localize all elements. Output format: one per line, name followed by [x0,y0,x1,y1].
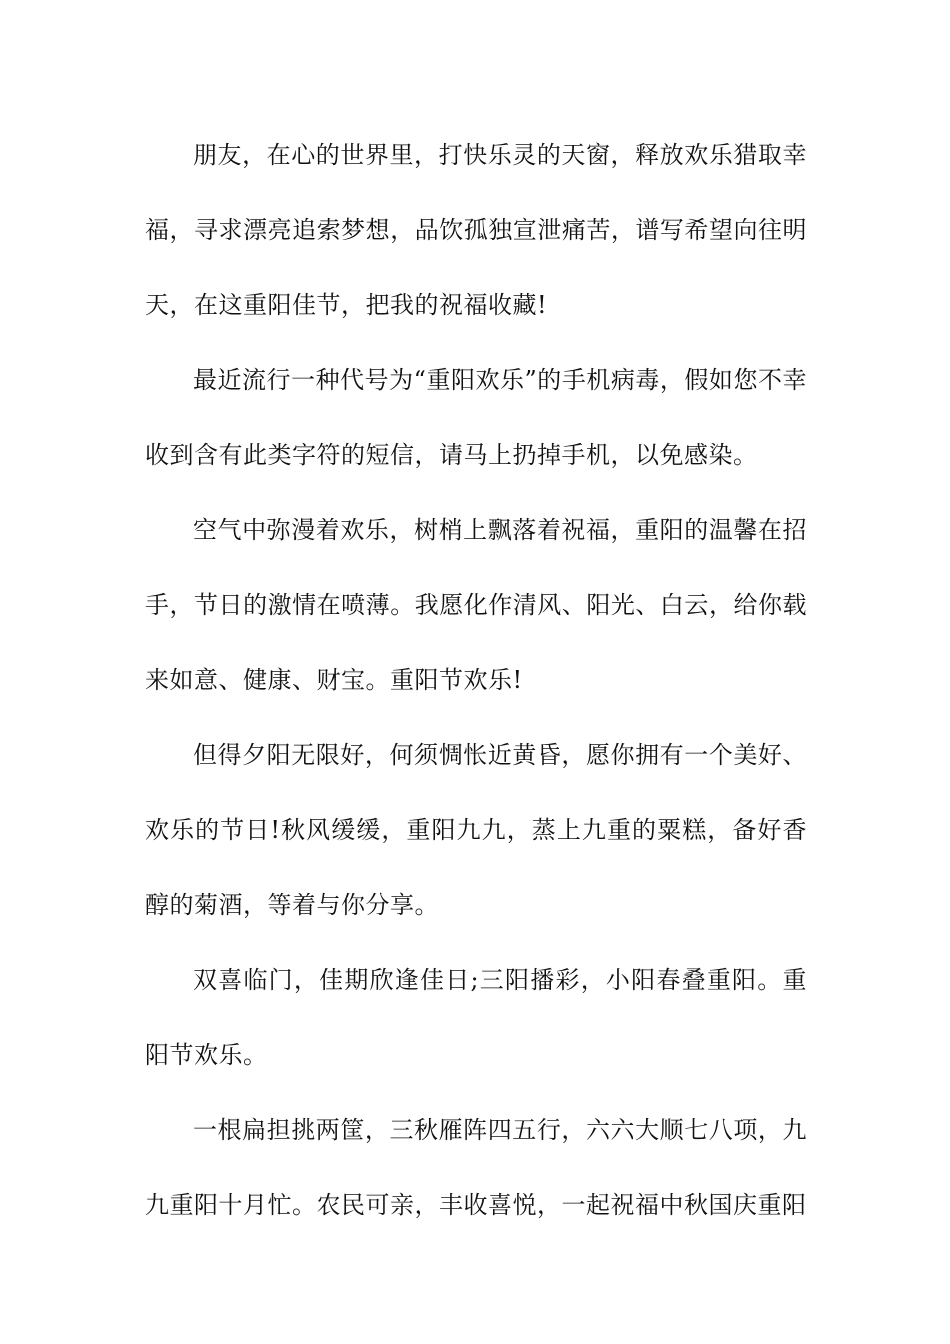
document-body [145,118,807,1243]
paragraph-2: 最近流行一种代号为“重阳欢乐”的手机病毒，假如您不幸收到含有此类字符的短信，请马上扔掉手机，以免感染。 [145,366,807,469]
paragraph-5: 双喜临门，佳期欣逢佳日;三阳播彩，小阳春叠重阳。重阳节欢乐。 [145,966,807,1069]
paragraph-3: 空气中弥漫着欢乐，树梢上飘落着祝福，重阳的温馨在招手，节日的激情在喷薄。我愿化作清风、阳光、白云，给你载来如意、健康、财宝。重阳节欢乐! [145,516,807,694]
paragraph-1: 朋友，在心的世界里，打快乐灵的天窗，释放欢乐猎取幸福，寻求漂亮追索梦想，品饮孤独宣泄痛苦，谱写希望向往明天，在这重阳佳节，把我的祝福收藏! [145,141,807,319]
paragraph-4: 但得夕阳无限好，何须惆怅近黄昏，愿你拥有一个美好、欢乐的节日!秋风缓缓，重阳九九，蒸上九重的粟糕，备好香醇的菊酒，等着与你分享。 [145,741,807,919]
paragraph-6: 一根扁担挑两筐，三秋雁阵四五行，六六大顺七八项，九九重阳十月忙。农民可亲，丰收喜悦，一起祝福中秋国庆重阳 [145,1116,807,1219]
